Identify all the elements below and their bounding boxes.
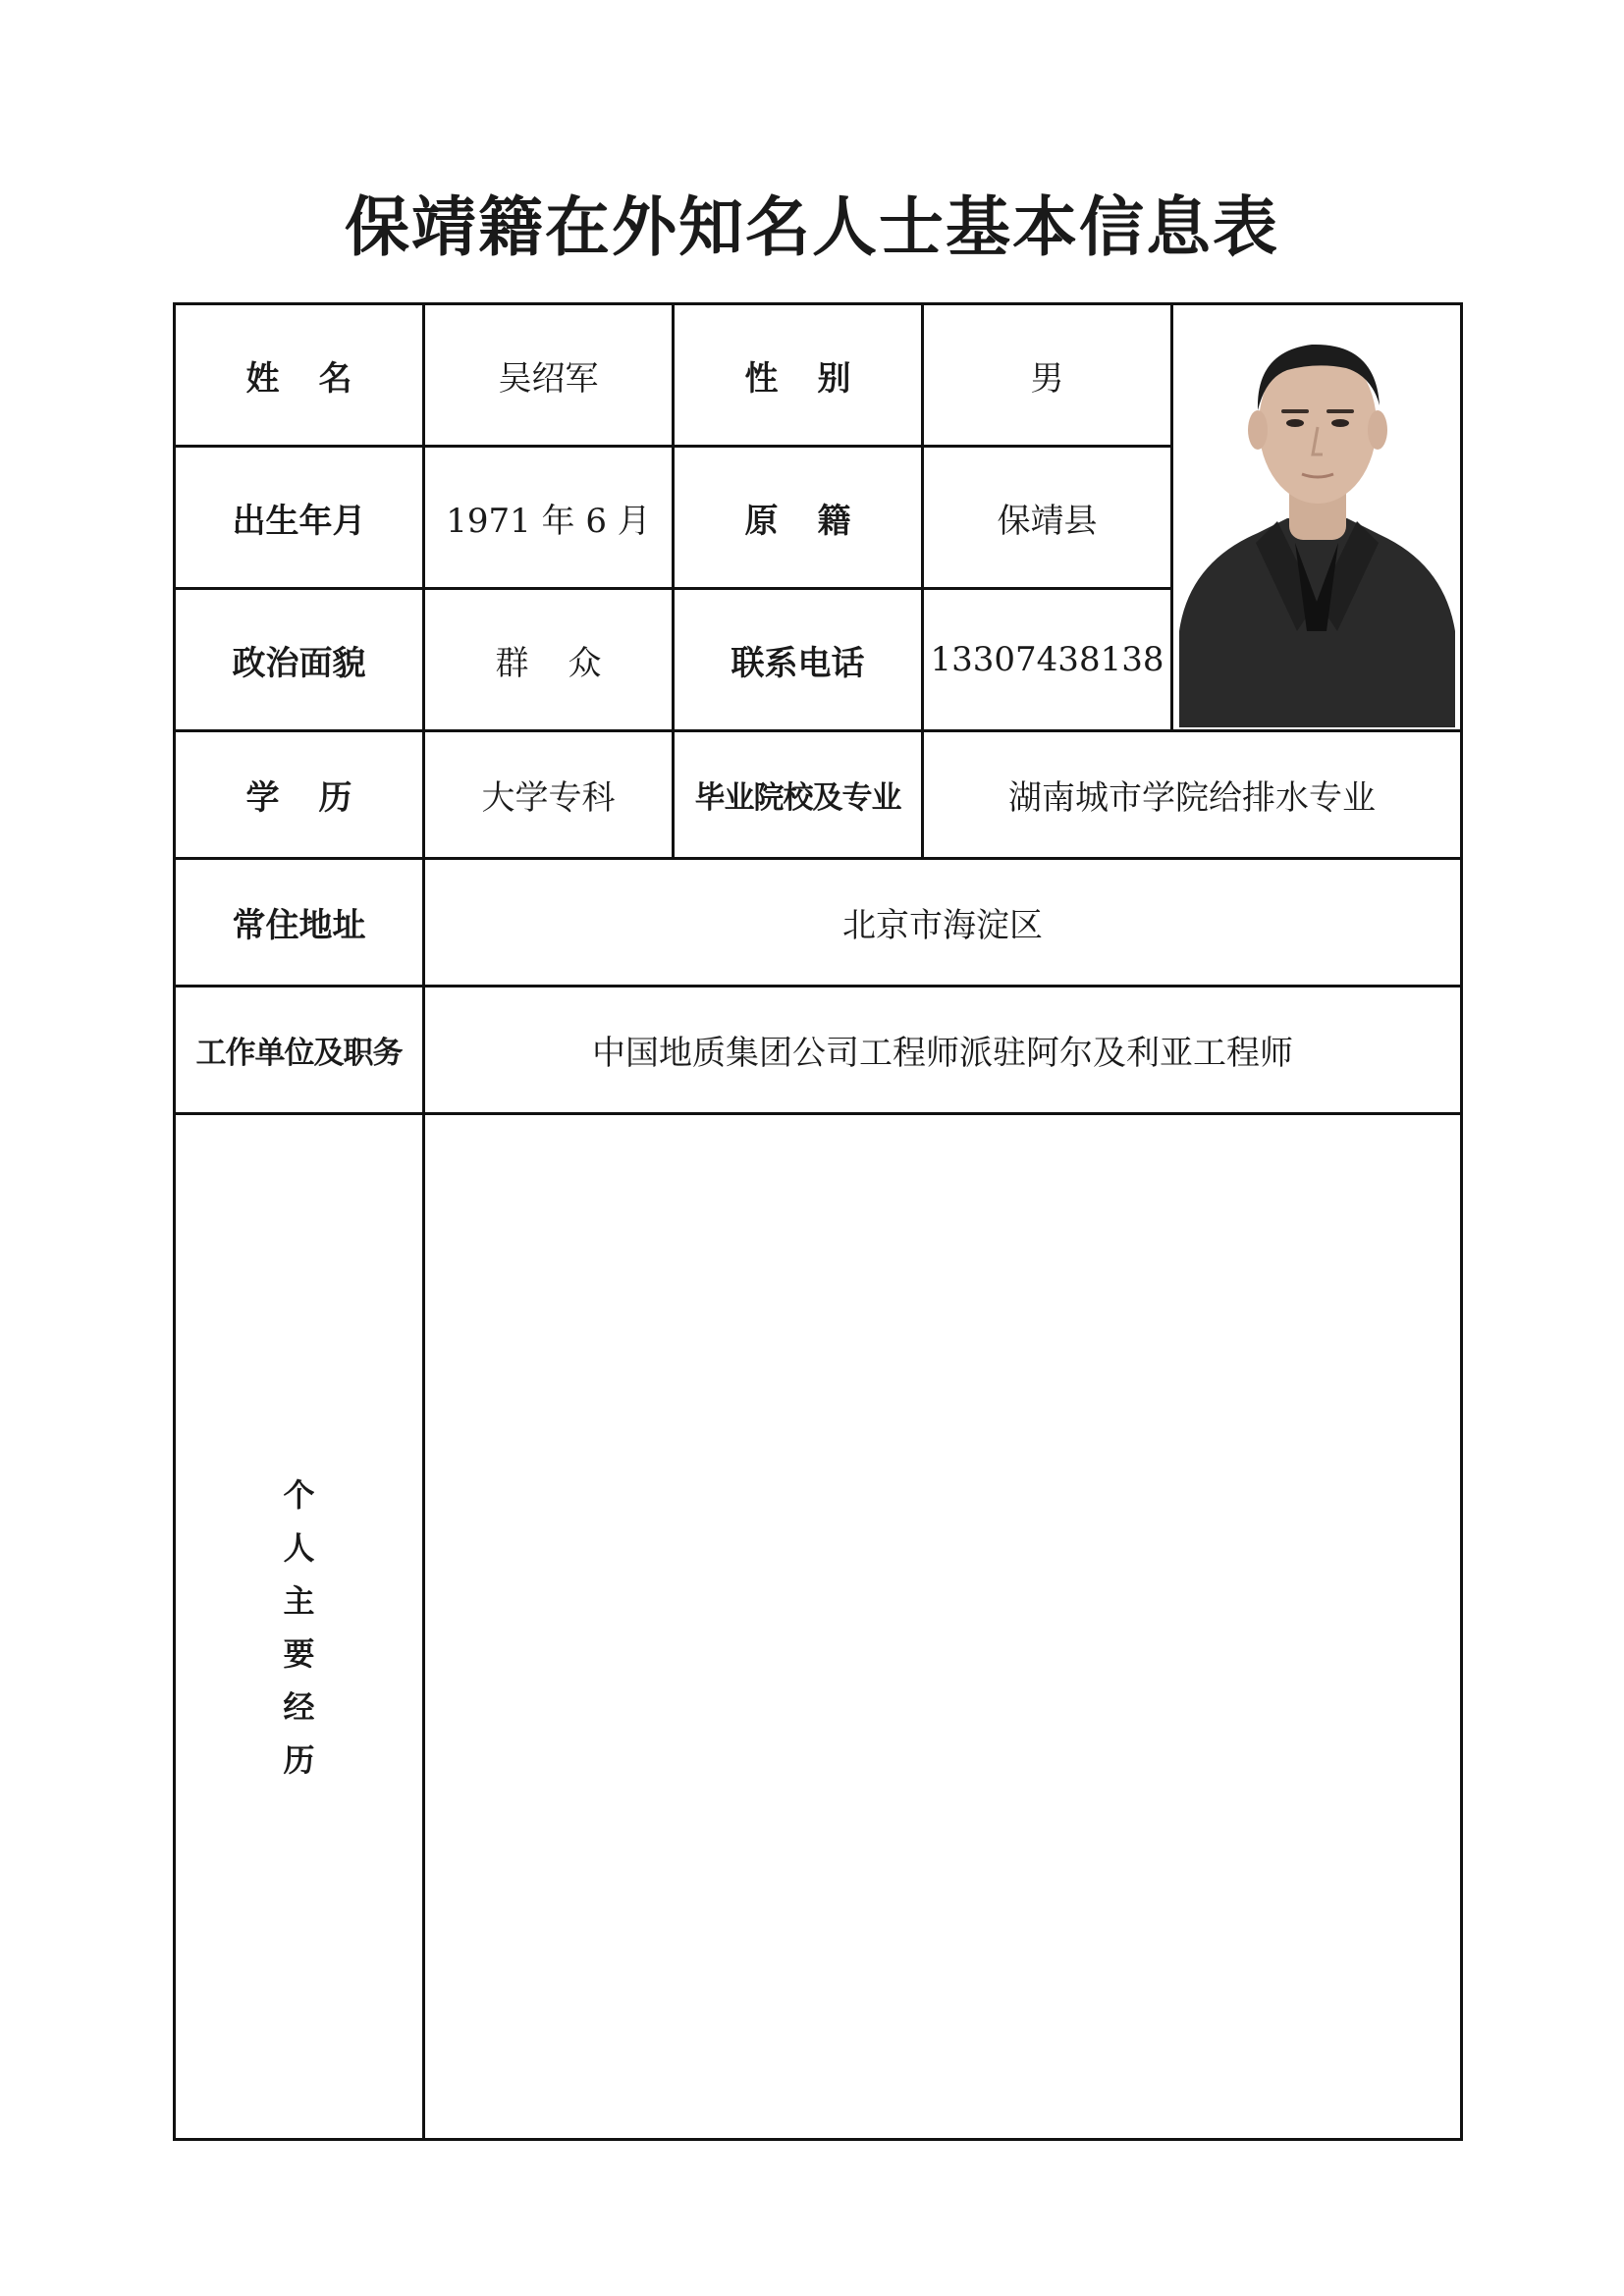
native-place-label: 原籍 xyxy=(674,447,923,589)
name-label: 姓名 xyxy=(175,304,424,447)
name-value: 吴绍军 xyxy=(424,304,674,447)
education-label: 学历 xyxy=(175,731,424,859)
address-value: 北京市海淀区 xyxy=(424,859,1462,987)
phone-label: 联系电话 xyxy=(674,589,923,731)
experience-label-char: 历 xyxy=(283,1741,315,1779)
political-status-value: 群众 xyxy=(424,589,674,731)
experience-label-char: 个 xyxy=(283,1476,315,1514)
experience-label-char: 经 xyxy=(283,1688,315,1726)
work-unit-value: 中国地质集团公司工程师派驻阿尔及利亚工程师 xyxy=(424,987,1462,1114)
photo-cell xyxy=(1172,304,1462,731)
education-value: 大学专科 xyxy=(424,731,674,859)
gender-label: 性别 xyxy=(674,304,923,447)
portrait-photo-icon xyxy=(1179,307,1455,727)
experience-label-char: 要 xyxy=(283,1635,315,1673)
experience-label xyxy=(175,1114,424,2140)
phone-value: 13307438138 xyxy=(923,589,1172,731)
birth-label: 出生年月 xyxy=(175,447,424,589)
birth-value: 1971 年 6 月 xyxy=(424,447,674,589)
gender-value: 男 xyxy=(923,304,1172,447)
political-status-label: 政治面貌 xyxy=(175,589,424,731)
native-place-value: 保靖县 xyxy=(923,447,1172,589)
experience-value xyxy=(424,1114,1462,2140)
work-unit-label: 工作单位及职务 xyxy=(175,987,424,1114)
experience-label-char: 人 xyxy=(283,1529,315,1567)
address-label: 常住地址 xyxy=(175,859,424,987)
experience-label-char: 主 xyxy=(283,1582,315,1620)
school-major-label: 毕业院校及专业 xyxy=(674,731,923,859)
page-title: 保靖籍在外知名人士基本信息表 xyxy=(345,188,1279,265)
school-major-value: 湖南城市学院给排水专业 xyxy=(923,731,1462,859)
info-form-table xyxy=(173,302,1463,2141)
portrait-photo xyxy=(1179,307,1455,727)
